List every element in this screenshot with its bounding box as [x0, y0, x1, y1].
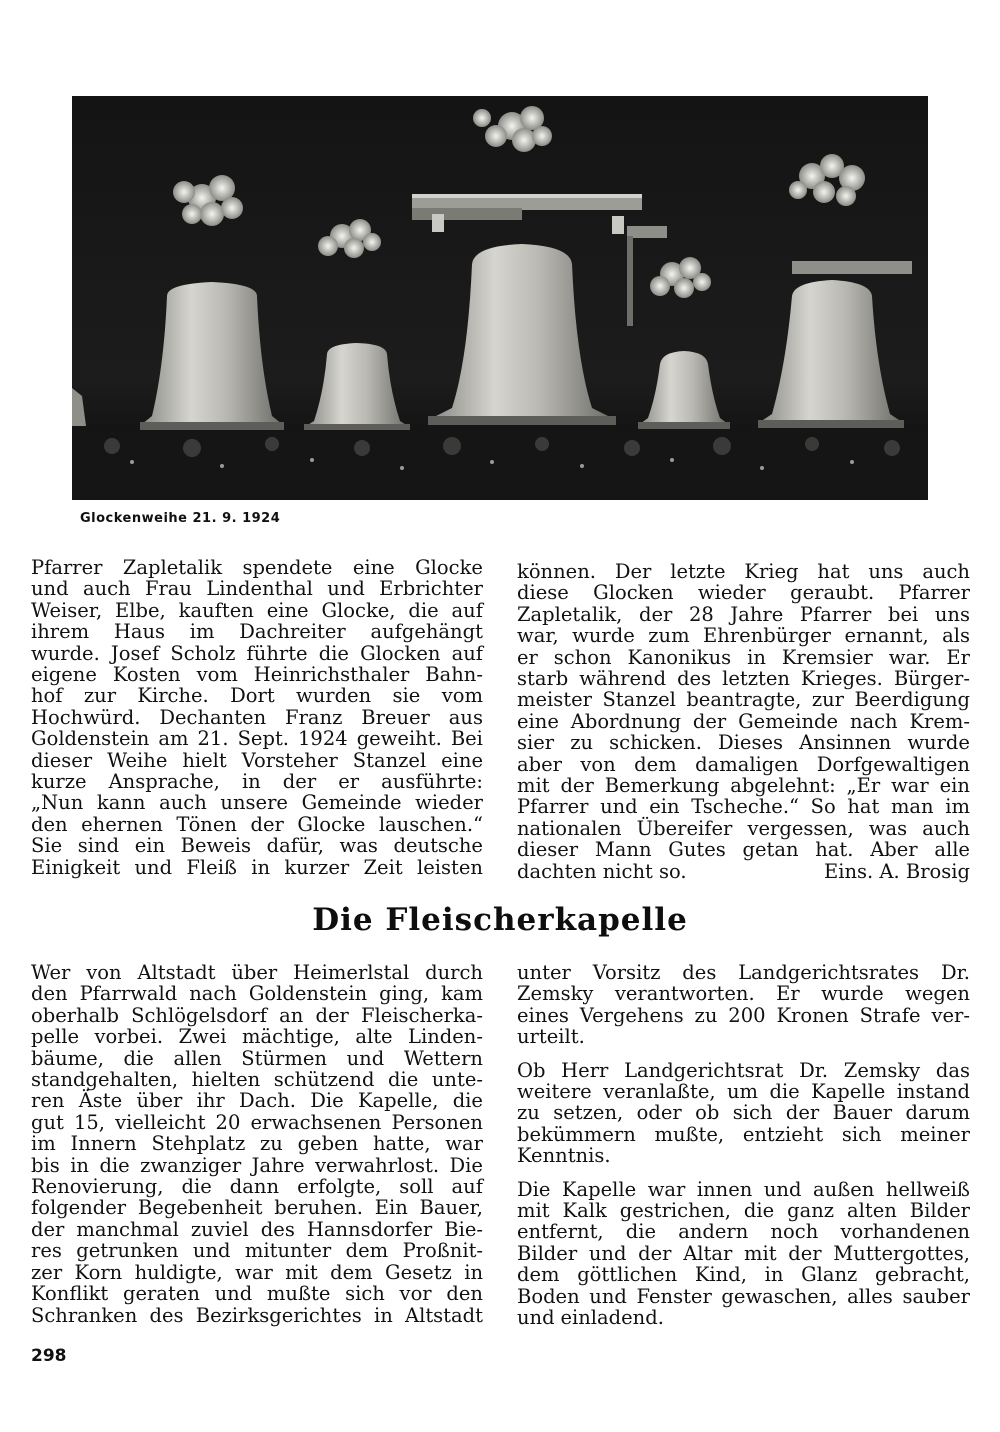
text-line: Wer von Altstadt über Heimerlstal durch: [31, 961, 483, 984]
page-number: 298: [31, 1346, 67, 1366]
article2-column-left: [31, 962, 483, 1326]
text-line: oberhalb Schlögelsdorf an der Fleischerka-: [31, 1003, 483, 1027]
text-line: ihrem Haus im Dachreiter aufgehängt: [31, 620, 483, 644]
text-line: pelle vorbei. Zwei mächtige, alte Linden-: [31, 1025, 483, 1049]
text-line: eine Abordnung der Gemeinde nach Krem-: [517, 709, 970, 733]
text-line: nationalen Übereifer vergessen, was auch: [517, 816, 970, 840]
text-line: bekümmern mußte, entzieht sich meiner: [517, 1122, 970, 1146]
text-line: aber von dem damaligen Dorfgewaltigen: [517, 752, 970, 776]
text-line: bis in die zwanziger Jahre verwahrlost. Die: [31, 1153, 483, 1177]
text-line: ren Äste über ihr Dach. Die Kapelle, die: [31, 1089, 483, 1113]
closing-text: dachten nicht so.: [517, 859, 687, 883]
text-line: Schranken des Bezirksgerichtes in Altstadt: [31, 1303, 483, 1327]
text-line: und auch Frau Lindenthal und Erbrichter: [31, 577, 483, 601]
text-line: kurze Ansprache, in der er ausführte:: [31, 770, 483, 794]
text-line: war, wurde zum Ehrenbürger ernannt, als: [517, 624, 970, 648]
text-line: zer Korn huldigte, war mit dem Gesetz in: [31, 1260, 483, 1284]
text-line: sier zu schicken. Dieses Ansinnen wurde: [517, 731, 970, 755]
text-line: Zapletalik, der 28 Jahre Pfarrer bei uns: [517, 602, 970, 626]
text-line: Hochwürd. Dechanten Franz Breuer aus: [31, 705, 483, 729]
text-line: mit der Bemerkung abgelehnt: „Er war ein: [517, 774, 970, 798]
text-line: wurde. Josef Scholz führte die Glocken auf: [31, 641, 483, 665]
text-line: eines Vergehens zu 200 Kronen Strafe ver-: [517, 1003, 970, 1027]
text-line: Weiser, Elbe, kauften eine Glocke, die auf: [31, 598, 483, 622]
text-line: mit Kalk gestrichen, die ganz alten Bilder: [517, 1199, 970, 1223]
text-line: meister Stanzel beantragte, zur Beerdigung: [517, 688, 970, 712]
text-line: weitere veranlaßte, um die Kapelle instand: [517, 1080, 970, 1104]
text-line: können. Der letzte Krieg hat uns auch: [517, 560, 970, 583]
text-line: Renovierung, die dann erfolgte, soll auf: [31, 1175, 483, 1199]
text-line: diese Glocken wieder geraubt. Pfarrer: [517, 581, 970, 605]
text-line: entfernt, die andern noch vorhandenen: [517, 1220, 970, 1244]
text-line: der manchmal zuviel des Hannsdorfer Bie-: [31, 1217, 483, 1241]
article2-column-right: [517, 962, 970, 1329]
text-line: unter Vorsitz des Landgerichtsrates Dr.: [517, 961, 970, 984]
text-line: Goldenstein am 21. Sept. 1924 geweiht. Bei: [31, 727, 483, 751]
text-line: dieser Mann Gutes getan hat. Aber alle: [517, 838, 970, 862]
text-line: Konflikt geraten und mußte sich vor den: [31, 1282, 483, 1306]
text-line: im Innern Stehplatz zu geben hatte, war: [31, 1132, 483, 1156]
bells-photograph: [72, 96, 928, 500]
author-signature: Eins. A. Brosig: [823, 859, 970, 883]
text-line: Ob Herr Landgerichtsrat Dr. Zemsky das: [517, 1058, 970, 1082]
text-line: den ehernen Tönen der Glocke lauschen.“: [31, 812, 483, 836]
text-line: bäume, die allen Stürmen und Wettern: [31, 1046, 483, 1070]
text-line: eigene Kosten vom Heinrichsthaler Bahn-: [31, 663, 483, 687]
text-line: starb während des letzten Krieges. Bürger-: [517, 667, 970, 691]
article2-title: Die Fleischerkapelle: [312, 902, 688, 938]
text-line: und einladend.: [517, 1306, 664, 1330]
text-line: zu setzen, oder ob sich der Bauer darum: [517, 1101, 970, 1125]
text-line: dem göttlichen Kind, in Glanz gebracht,: [517, 1263, 970, 1287]
signature-line: [517, 861, 970, 882]
text-line: Sie sind ein Beweis dafür, was deutsche: [31, 834, 483, 858]
text-line: Einigkeit und Fleiß in kurzer Zeit leisten: [31, 855, 483, 879]
photo-caption: Glockenweihe 21. 9. 1924: [80, 511, 281, 526]
text-line: Bilder und der Altar mit der Muttergottes,: [517, 1241, 970, 1265]
text-line: „Nun kann auch unsere Gemeinde wieder: [31, 791, 483, 815]
text-line: Zemsky verantworten. Er wurde wegen: [517, 982, 970, 1006]
text-line: standgehalten, hielten schützend die unte-: [31, 1068, 483, 1092]
bells-illustration: [72, 96, 928, 500]
text-line: res getrunken und mitunter dem Proßnit-: [31, 1239, 483, 1263]
article2-paragraph-2: [517, 1060, 970, 1167]
text-line: Pfarrer und ein Tscheche.“ So hat man im: [517, 795, 970, 819]
text-line: Pfarrer Zapletalik spendete eine Glocke: [31, 556, 483, 579]
text-line: gut 15, vielleicht 20 erwachsenen Personen: [31, 1110, 483, 1134]
text-line: urteilt.: [517, 1025, 585, 1049]
article1-column-left: [31, 557, 483, 878]
text-line: hof zur Kirche. Dort wurden sie vom: [31, 684, 483, 708]
text-line: er schon Kanonikus in Kremsier war. Er: [517, 645, 970, 669]
article1-column-right: [517, 561, 970, 882]
article2-paragraph-1: [517, 962, 970, 1048]
text-line: Boden und Fenster gewaschen, alles sauber: [517, 1284, 970, 1308]
text-line: Die Kapelle war innen und außen hellweiß: [517, 1177, 970, 1201]
article2-paragraph-3: [517, 1179, 970, 1329]
text-line: dieser Weihe hielt Vorsteher Stanzel eine: [31, 748, 483, 772]
text-line: Kenntnis.: [517, 1144, 611, 1168]
text-line: folgender Begebenheit beruhen. Ein Bauer,: [31, 1196, 483, 1220]
text-line: den Pfarrwald nach Goldenstein ging, kam: [31, 982, 483, 1006]
